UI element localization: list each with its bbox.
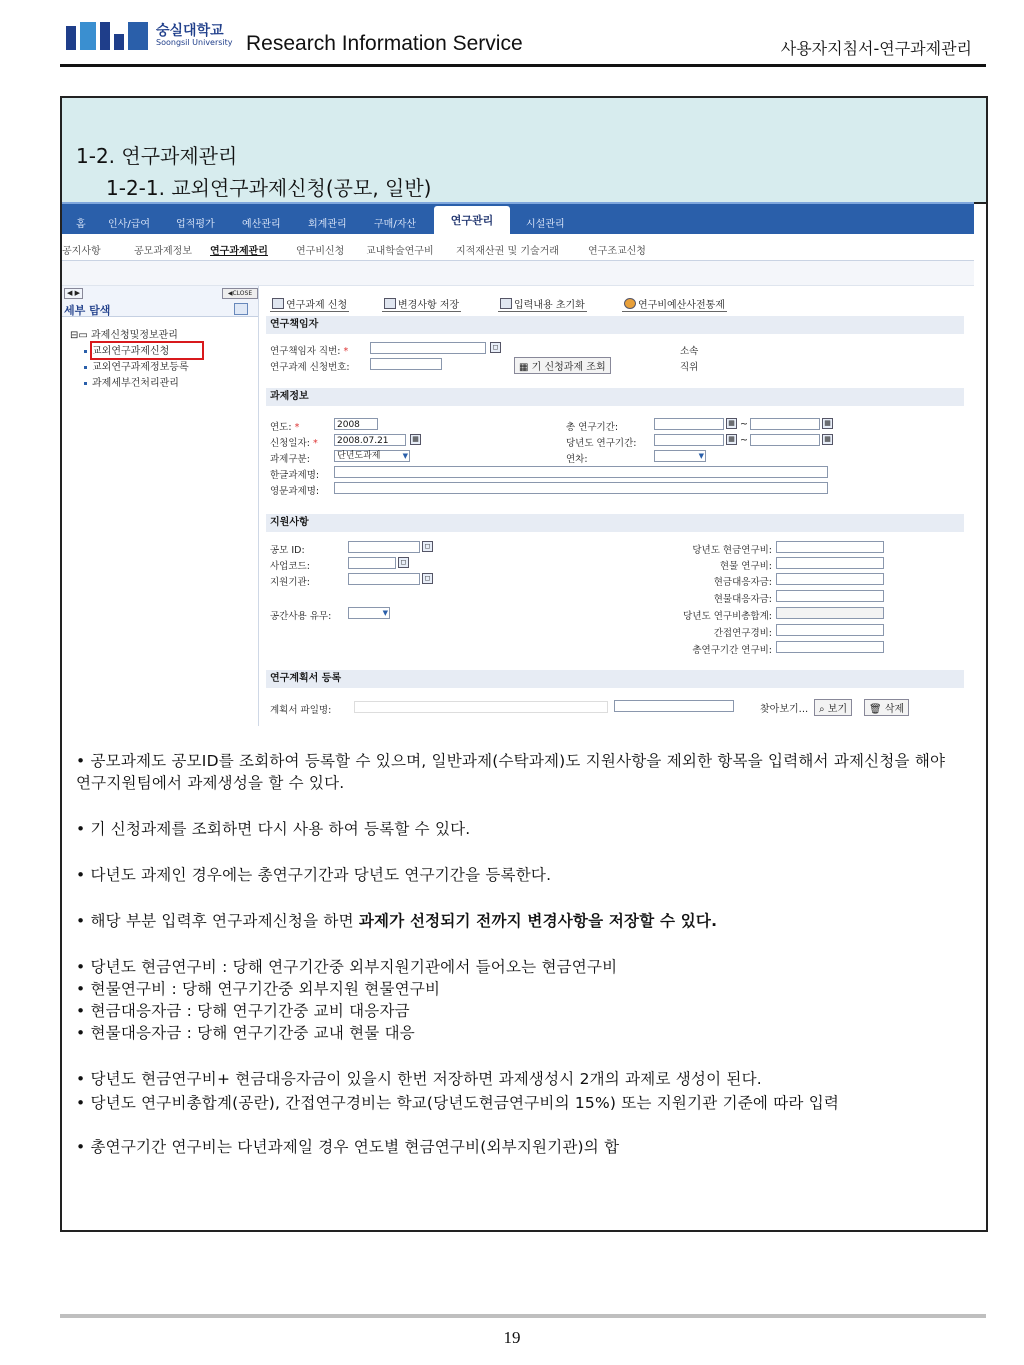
- page-number: 19: [503, 1328, 521, 1347]
- researcher-id-label: 연구책임자 직번: *: [270, 346, 349, 357]
- nav-home[interactable]: 홈: [76, 219, 86, 230]
- english-name-input[interactable]: [334, 482, 828, 494]
- top-navigation: [62, 202, 974, 236]
- apply-button[interactable]: [270, 296, 349, 312]
- sidebar-nav-arrows[interactable]: ◀ ▶: [64, 288, 83, 299]
- note-paragraph: • 당년도 현금연구비 : 당해 연구기간중 외부지원기관에서 들어오는 현금연구비: [76, 958, 618, 976]
- logo-korean-text: 숭실대학교: [156, 23, 224, 39]
- plan-file-label: 계획서 파일명:: [270, 705, 332, 716]
- toolbar-strip: [62, 261, 974, 286]
- section-subtitle: 1-2-1. 교외연구과제신청(공모, 일반): [106, 176, 432, 200]
- calendar-icon[interactable]: ▦: [822, 418, 833, 429]
- total-fund-input[interactable]: [776, 607, 884, 619]
- researcher-id-input[interactable]: [370, 342, 486, 354]
- nav-facility[interactable]: 시설관리: [526, 219, 565, 230]
- sidebar-close-button[interactable]: ◀CLOSE: [222, 288, 258, 299]
- note-paragraph: • 기 신청과제를 조회하면 다시 사용 하여 등록할 수 있다.: [76, 820, 471, 838]
- sub-navigation: [62, 234, 974, 261]
- project-type-label: 과제구분:: [270, 454, 310, 465]
- lookup-previous-button[interactable]: [514, 357, 611, 374]
- sidebar-header: [62, 286, 258, 317]
- indirect-cost-label: 간접연구경비:: [713, 628, 772, 639]
- calendar-icon[interactable]: ▦: [726, 434, 737, 445]
- logo-mark: [100, 22, 110, 50]
- space-use-select[interactable]: [348, 607, 390, 619]
- sidebar: [62, 286, 259, 726]
- document-section-title: 사용자지침서-연구과제관리: [780, 39, 972, 58]
- agency-label: 지원기관:: [270, 577, 310, 588]
- note-text: • 해당 부분 입력후 연구과제신청을 하면: [76, 912, 359, 930]
- total-period-end[interactable]: [750, 418, 820, 430]
- year-label: 연도: *: [270, 422, 300, 433]
- bullet-icon: [84, 350, 87, 353]
- space-use-label: 공간사용 유무:: [270, 611, 332, 622]
- subnav-project-management[interactable]: 연구과제관리: [210, 246, 268, 257]
- note-paragraph: • 총연구기간 연구비는 다년과제일 경우 연도별 현금연구비(외부지원기관)의 합: [76, 1138, 620, 1156]
- tilde: ~: [740, 419, 748, 430]
- tree-root-label: 과제신청및정보관리: [91, 330, 178, 341]
- note-paragraph: • 공모과제도 공모ID를 조회하여 등록할 수 있으며, 일반과제(수탁과제)도 지원사항을 제외한 항목을 입력해서 과제신청을 해야 연구지원팀에서 과제생성을 할 수 있다.: [76, 752, 946, 792]
- english-name-label: 영문과제명:: [270, 486, 320, 497]
- apply-number-label: 연구과제 신청번호:: [270, 362, 350, 373]
- note-paragraph: • 당년도 현금연구비+ 현금대응자금이 있을시 한번 저장하면 과제생성시 2개의 과제로 생성이 된다.: [76, 1070, 762, 1088]
- calendar-icon[interactable]: ▦: [410, 434, 421, 445]
- university-logo: [66, 20, 238, 54]
- calendar-icon[interactable]: ▦: [822, 434, 833, 445]
- project-section-header: 과제정보: [266, 388, 964, 406]
- nav-research-active[interactable]: 연구관리: [434, 206, 510, 236]
- app-screenshot: [62, 202, 974, 726]
- subnav-fund-request[interactable]: 연구비신청: [296, 246, 345, 257]
- popup-icon[interactable]: ◻: [490, 342, 501, 353]
- apply-number-input[interactable]: [370, 358, 442, 370]
- project-type-select[interactable]: 단년도과제 ▼: [334, 450, 410, 462]
- subnav-internal-fund[interactable]: 교내학술연구비: [366, 246, 434, 257]
- cash-fund-label: 당년도 현금연구비:: [692, 545, 772, 556]
- year-period-start[interactable]: [654, 434, 724, 446]
- footer-divider: [60, 1314, 986, 1318]
- tree-item-external-info[interactable]: [84, 358, 189, 373]
- reset-label: 입력내용 초기화: [514, 300, 585, 311]
- folder-icon: ⊟▭: [70, 330, 92, 341]
- note-paragraph: • 다년도 과제인 경우에는 총연구기간과 당년도 연구기간을 등록한다.: [76, 866, 552, 884]
- affiliation-label: 소속: [680, 346, 699, 357]
- refresh-icon: [500, 298, 512, 309]
- call-id-label: 공모 ID:: [270, 545, 305, 556]
- period-total-label: 총연구기간 연구비:: [692, 645, 772, 656]
- cash-fund-input[interactable]: [776, 541, 884, 553]
- binoculars-icon: ▦: [519, 362, 532, 373]
- logo-english-text: Soongsil University: [156, 38, 233, 47]
- subnav-ip[interactable]: 지적재산권 및 기술거래: [456, 246, 559, 257]
- document-title: Research Information Service: [246, 32, 523, 55]
- note-bold-text: 과제가 선정되기 전까지 변경사항을 저장할 수 있다.: [358, 912, 718, 930]
- inkind-match-label: 현물대응자금:: [713, 594, 772, 605]
- inkind-fund-label: 현물 연구비:: [719, 561, 772, 572]
- disk-icon: [384, 298, 396, 309]
- view-label: 보기: [827, 704, 848, 715]
- calendar-icon[interactable]: ▦: [726, 418, 737, 429]
- save-button[interactable]: [382, 296, 461, 312]
- biz-code-input[interactable]: [348, 557, 396, 569]
- nav-hr[interactable]: 인사/급여: [108, 219, 151, 230]
- file-path-input[interactable]: [614, 700, 734, 712]
- note-paragraph: • 당년도 연구비총합계(공란), 간접연구경비는 학교(당년도현금연구비의 15%) 또는 지원기관 기준에 따라 입력: [76, 1094, 840, 1112]
- inkind-match-input[interactable]: [776, 590, 884, 602]
- tilde: ~: [740, 435, 748, 446]
- nav-evaluation[interactable]: 업적평가: [176, 219, 215, 230]
- logo-mark: [80, 22, 96, 50]
- support-section-header: 지원사항: [266, 514, 964, 532]
- total-period-start[interactable]: [654, 418, 724, 430]
- browse-button[interactable]: 찾아보기...: [760, 704, 809, 715]
- transfer-label: 연구비예산사전통제: [638, 300, 725, 311]
- view-button[interactable]: [814, 699, 852, 716]
- tree-item-label: 과제세부건처리관리: [92, 378, 179, 389]
- korean-name-input[interactable]: [334, 466, 828, 478]
- sidebar-window-icon[interactable]: [234, 303, 248, 315]
- subnav-call-info[interactable]: 공모과제정보: [134, 246, 192, 257]
- bullet-icon: [84, 382, 87, 385]
- note-paragraph: [76, 910, 717, 932]
- popup-icon[interactable]: ◻: [422, 541, 433, 552]
- agency-input[interactable]: [348, 573, 420, 585]
- order-label: 연차:: [566, 454, 588, 465]
- call-id-input[interactable]: [348, 541, 420, 553]
- delete-label: 삭제: [884, 704, 905, 715]
- section-title: 1-2. 연구과제관리: [76, 144, 238, 168]
- total-period-label: 총 연구기간:: [566, 422, 619, 433]
- total-fund-label: 당년도 연구비총합계:: [683, 611, 772, 622]
- globe-icon: [624, 298, 636, 309]
- apply-label: 연구과제 신청: [286, 300, 348, 311]
- view-icon: ⌕: [819, 704, 828, 715]
- budget-transfer-button[interactable]: [622, 296, 727, 312]
- sidebar-title: 세부 탐색: [64, 304, 111, 317]
- tree-item-detail-process[interactable]: [84, 374, 179, 389]
- lookup-label: 기 신청과제 조회: [531, 362, 606, 373]
- position-label: 직위: [680, 362, 699, 373]
- nav-accounting[interactable]: 회계관리: [308, 219, 347, 230]
- year-input[interactable]: 2008: [334, 418, 378, 430]
- trash-icon: 🗑︎: [869, 704, 885, 715]
- inkind-fund-input[interactable]: [776, 557, 884, 569]
- delete-button[interactable]: [864, 699, 909, 716]
- popup-icon[interactable]: ◻: [398, 557, 409, 568]
- form-icon: [272, 298, 284, 309]
- nav-budget[interactable]: 예산관리: [242, 219, 281, 230]
- main-form: [266, 286, 974, 726]
- tree-item-label: 교외연구과제정보등록: [92, 362, 189, 373]
- period-total-input[interactable]: [776, 641, 884, 653]
- apply-date-input[interactable]: 2008.07.21: [334, 434, 406, 446]
- biz-code-label: 사업코드:: [270, 561, 310, 572]
- subnav-notice[interactable]: 공지사항: [62, 246, 101, 257]
- indirect-cost-input[interactable]: [776, 624, 884, 636]
- plan-section-header: 연구계획서 등록: [266, 670, 964, 688]
- note-paragraph: • 현물대응자금 : 당해 연구기간중 교내 현물 대응: [76, 1024, 415, 1042]
- order-select[interactable]: [654, 450, 706, 462]
- nav-purchase[interactable]: 구매/자산: [374, 219, 417, 230]
- note-paragraph: • 현금대응자금 : 당해 연구기간중 교비 대응자금: [76, 1002, 410, 1020]
- bullet-icon: [84, 366, 87, 369]
- logo-mark: [128, 22, 148, 50]
- subnav-assistant[interactable]: 연구조교신청: [588, 246, 646, 257]
- logo-mark: [66, 26, 76, 50]
- reset-button[interactable]: [498, 296, 587, 312]
- apply-date-label: 신청일자: *: [270, 438, 318, 449]
- header-divider: [60, 64, 986, 67]
- cash-match-label: 현금대응자금:: [713, 577, 772, 588]
- popup-icon[interactable]: ◻: [422, 573, 433, 584]
- cash-match-input[interactable]: [776, 573, 884, 585]
- note-paragraph: • 현물연구비 : 당해 연구기간중 외부지원 현물연구비: [76, 980, 441, 998]
- save-label: 변경사항 저장: [398, 300, 460, 311]
- logo-mark: [114, 34, 124, 50]
- researcher-section-header: 연구책임자: [266, 316, 964, 334]
- korean-name-label: 한글과제명:: [270, 470, 320, 481]
- year-period-label: 당년도 연구기간:: [566, 438, 637, 449]
- tree-item-label: 교외연구과제신청: [92, 346, 170, 357]
- plan-file-name: [354, 701, 608, 713]
- year-period-end[interactable]: [750, 434, 820, 446]
- tree-root[interactable]: [70, 326, 178, 341]
